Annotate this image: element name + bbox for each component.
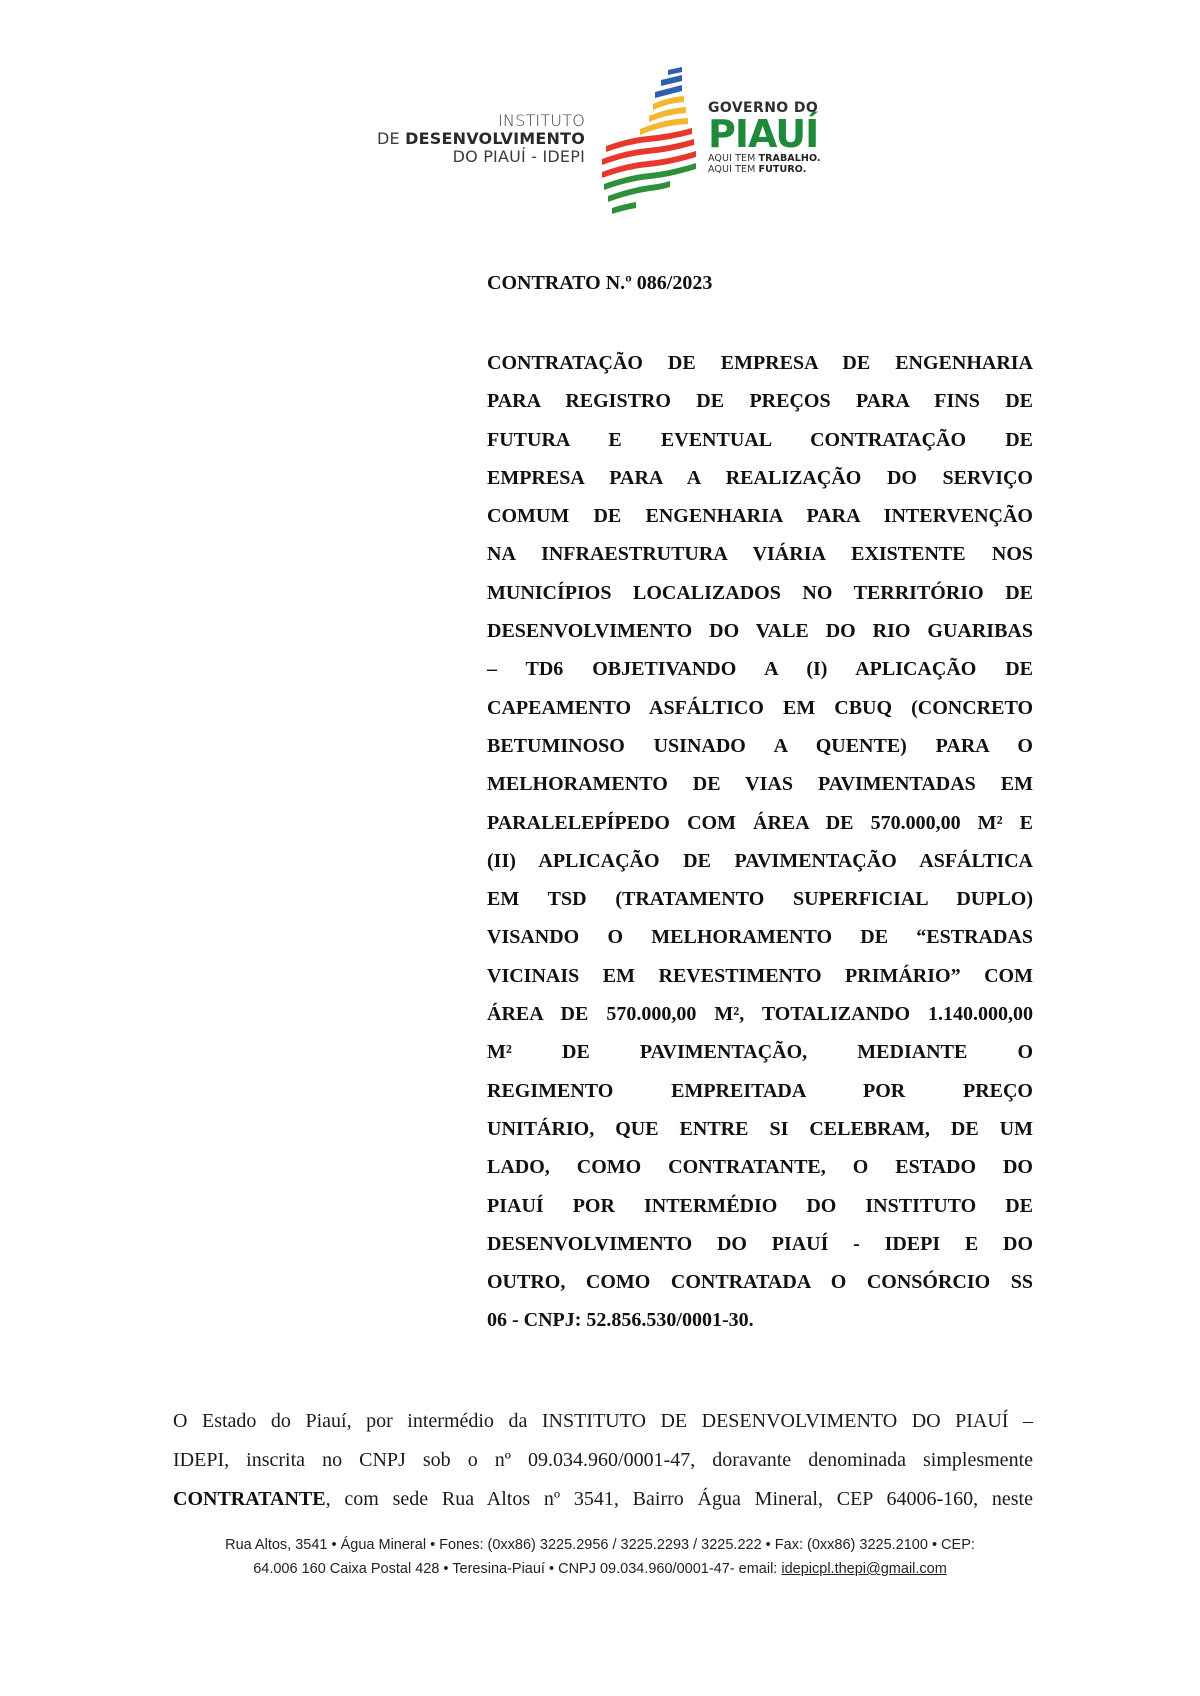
governo-do-piaui-logo [708, 100, 848, 175]
body-line: IDEPI, inscrita no CNPJ sob o nº 09.034.960/0001-47, doravante denominada simplesmente [173, 1449, 1033, 1471]
summary-line: DESENVOLVIMENTO DO VALE DO RIO GUARIBAS [487, 620, 1033, 643]
summary-line: FUTURA E EVENTUAL CONTRATAÇÃO DE [487, 428, 1033, 451]
summary-line: ÁREA DE 570.000,00 M², TOTALIZANDO 1.140.000,00 [487, 1003, 1033, 1026]
contract-body-paragraph [173, 1402, 1033, 1519]
summary-line: MELHORAMENTO DE VIAS PAVIMENTADAS EM [487, 773, 1033, 796]
summary-line: PIAUÍ POR INTERMÉDIO DO INSTITUTO DE [487, 1194, 1033, 1217]
summary-line: NA INFRAESTRUTURA VIÁRIA EXISTENTE NOS [487, 543, 1033, 566]
contract-number-heading: CONTRATO N.º 086/2023 [487, 272, 713, 294]
idepi-logo-line3: DO PIAUÍ - IDEPI [452, 147, 585, 166]
summary-line: REGIMENTO EMPREITADA POR PREÇO [487, 1079, 1033, 1102]
summary-line: MUNICÍPIOS LOCALIZADOS NO TERRITÓRIO DE [487, 581, 1033, 604]
gov-logo-piaui: PIAUÍ [708, 112, 819, 156]
summary-line: UNITÁRIO, QUE ENTRE SI CELEBRAM, DE UM [487, 1117, 1033, 1140]
gov-logo-title: GOVERNO DO [708, 100, 819, 116]
summary-line: DESENVOLVIMENTO DO PIAUÍ - IDEPI E DO [487, 1232, 1033, 1255]
piaui-map-stripes-icon [598, 66, 698, 216]
summary-line: PARA REGISTRO DE PREÇOS PARA FINS DE [487, 390, 1033, 413]
summary-line: BETUMINOSO USINADO A QUENTE) PARA O [487, 734, 1033, 757]
contract-summary [487, 344, 1033, 1340]
summary-line: M² DE PAVIMENTAÇÃO, MEDIANTE O [487, 1041, 1033, 1064]
summary-line: OUTRO, COMO CONTRATADA O CONSÓRCIO SS [487, 1271, 1033, 1294]
summary-line: CAPEAMENTO ASFÁLTICO EM CBUQ (CONCRETO [487, 696, 1033, 719]
summary-line: EMPRESA PARA A REALIZAÇÃO DO SERVIÇO [487, 466, 1033, 489]
idepi-logo-line1: INSTITUTO [498, 111, 585, 130]
summary-line: VISANDO O MELHORAMENTO DE “ESTRADAS [487, 926, 1033, 949]
summary-line: COMUM DE ENGENHARIA PARA INTERVENÇÃO [487, 505, 1033, 528]
body-line: CONTRATANTE, com sede Rua Altos nº 3541, Bairro Água Mineral, CEP 64006-160, neste [173, 1488, 1033, 1510]
summary-line: EM TSD (TRATAMENTO SUPERFICIAL DUPLO) [487, 888, 1033, 911]
summary-line: PARALELEPÍPEDO COM ÁREA DE 570.000,00 M² E [487, 811, 1033, 834]
idepi-logo [355, 112, 585, 166]
footer-address-line: Rua Altos, 3541 • Água Mineral • Fones: (0xx86) 3225.2956 / 3225.2293 / 3225.222 • Fax: (0xx86) 3225.2100 • CEP: [225, 1537, 975, 1553]
gov-logo-slogan1: AQUI TEM TRABALHO. [708, 153, 821, 164]
body-line: O Estado do Piauí, por intermédio da INSTITUTO DE DESENVOLVIMENTO DO PIAUÍ – [173, 1410, 1033, 1432]
page-footer [150, 1533, 1050, 1581]
contratante-term: CONTRATANTE [173, 1488, 326, 1510]
summary-line: – TD6 OBJETIVANDO A (I) APLICAÇÃO DE [487, 658, 1033, 681]
gov-logo-slogan2: AQUI TEM FUTURO. [708, 164, 807, 175]
summary-line: (II) APLICAÇÃO DE PAVIMENTAÇÃO ASFÁLTICA [487, 849, 1033, 872]
letterhead [0, 0, 1200, 230]
footer-email-link[interactable]: idepicpl.thepi@gmail.com [781, 1561, 947, 1577]
summary-line: 06 - CNPJ: 52.856.530/0001-30. [487, 1309, 754, 1332]
idepi-logo-line2: DE DESENVOLVIMENTO [377, 129, 585, 148]
summary-line: CONTRATAÇÃO DE EMPRESA DE ENGENHARIA [487, 352, 1033, 374]
summary-line: LADO, COMO CONTRATANTE, O ESTADO DO [487, 1156, 1033, 1179]
summary-line: VICINAIS EM REVESTIMENTO PRIMÁRIO” COM [487, 964, 1033, 987]
footer-contact-line: 64.006 160 Caixa Postal 428 • Teresina-Piauí • CNPJ 09.034.960/0001-47- email: idepicpl.thepi@gmail.com [253, 1561, 947, 1577]
